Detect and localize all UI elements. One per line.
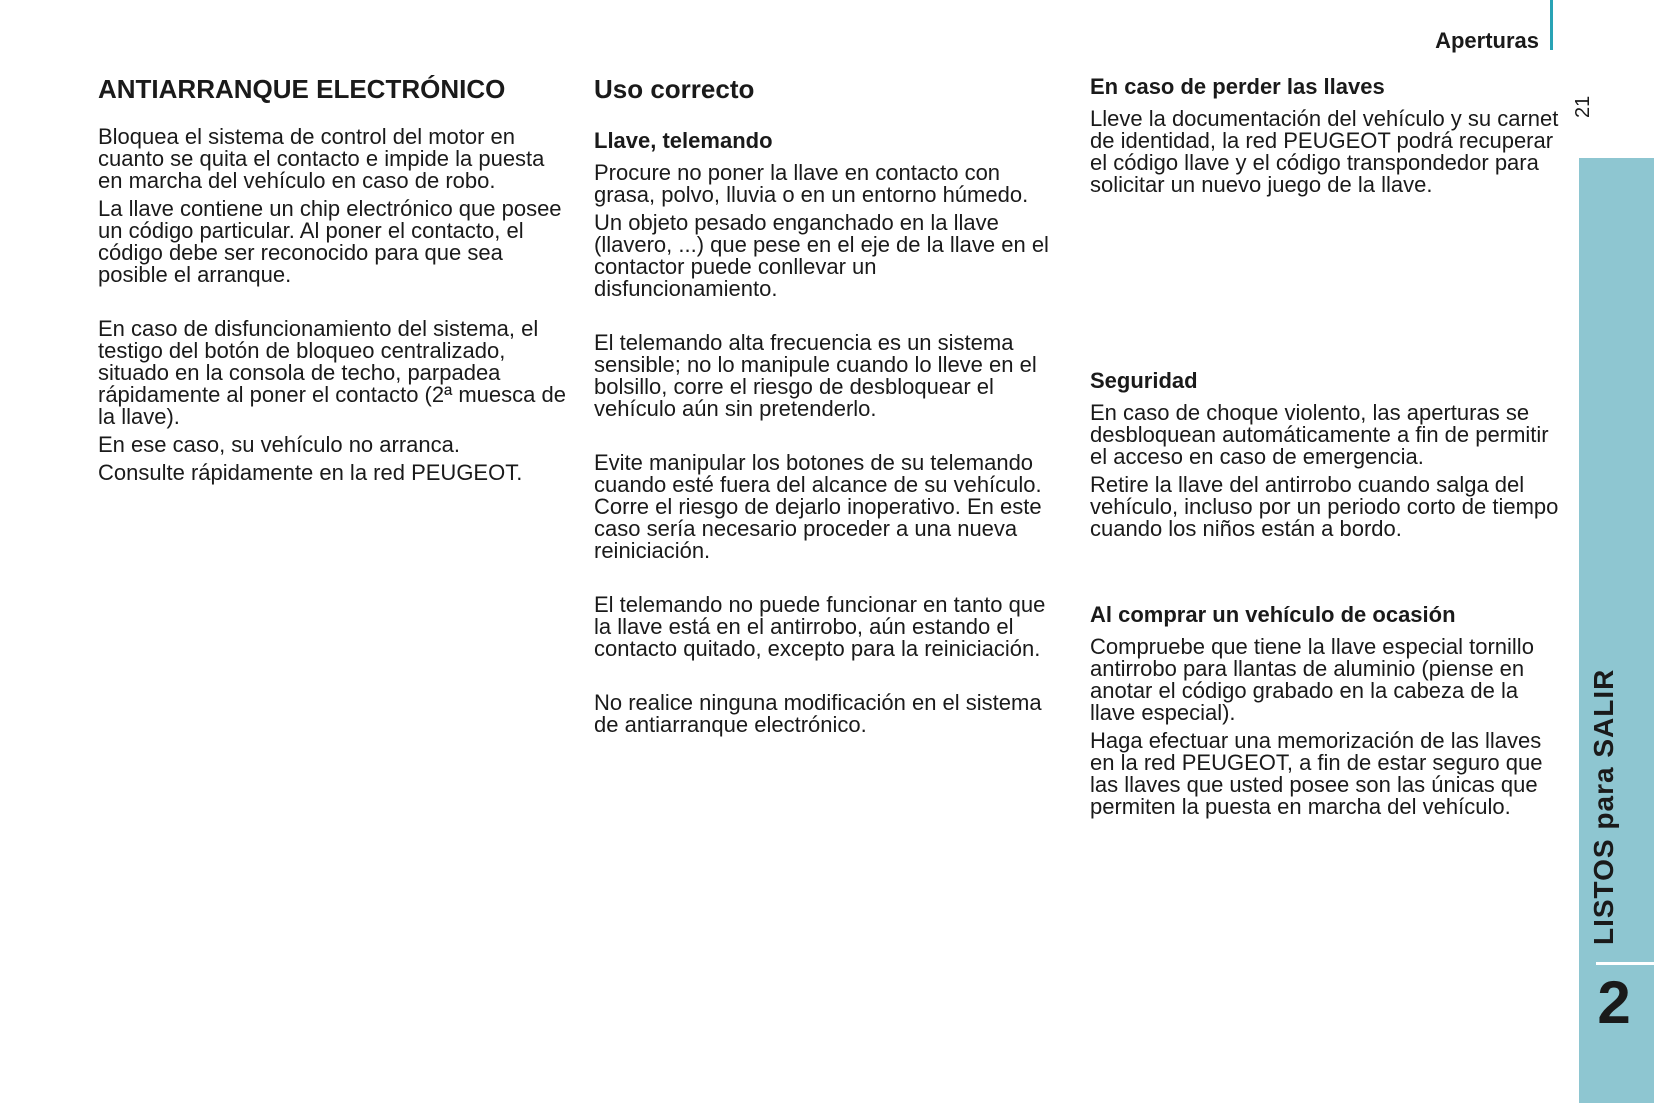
column-antiarranque xyxy=(98,72,568,490)
column-info xyxy=(1090,72,1560,824)
section-title-uso-correcto: Uso correcto xyxy=(594,74,755,104)
paragraph: Retire la llave del antirrobo cuando salga del vehículo, incluso por un periodo corto de tiempo cuando los niños están a bordo. xyxy=(1090,472,1559,541)
paragraph: El telemando alta frecuencia es un sistema sensible; no lo manipule cuando lo lleve en el bolsillo, corre el riesgo de desbloquear el vehículo aún sin pretenderlo. xyxy=(594,330,1037,421)
paragraph: Evite manipular los botones de su telemando cuando esté fuera del alcance de su vehículo. Corre el riesgo de dejarlo inoperativo. En este caso sería necesario proceder a una nueva reiniciación. xyxy=(594,450,1042,563)
paragraph: La llave contiene un chip electrónico que posee un código particular. Al poner el contacto, el código debe ser reconocido para que sea posible el arranque. xyxy=(98,196,562,287)
page-header-title: Aperturas xyxy=(1435,28,1539,53)
paragraph: Compruebe que tiene la llave especial tornillo antirrobo para llantas de aluminio (piense en anotar el código grabado en la cabeza de la llave especial). xyxy=(1090,634,1534,725)
paragraph: En caso de choque violento, las aperturas se desbloquean automáticamente a fin de permitir el acceso en caso de emergencia. xyxy=(1090,400,1549,469)
header-rule xyxy=(1550,0,1553,50)
paragraph: En caso de disfuncionamiento del sistema, el testigo del botón de bloqueo centralizado, situado en la consola de techo, parpadea rápidamente al poner el contacto (2ª muesca de la llave). xyxy=(98,316,566,429)
chapter-tab-label: LISTOS para SALIR xyxy=(1588,668,1619,945)
paragraph: Lleve la documentación del vehículo y su carnet de identidad, la red PEUGEOT podrá recuperar el código llave y el código transpondedor para solicitar un nuevo juego de la llave. xyxy=(1090,106,1559,197)
section-title-antiarranque: ANTIARRANQUE ELECTRÓNICO xyxy=(98,74,506,104)
paragraph: Haga efectuar una memorización de las llaves en la red PEUGEOT, a fin de estar seguro que las llaves que usted posee son las únicas que permiten la puesta en marcha del vehículo. xyxy=(1090,728,1543,819)
subsection-title-llave-telemando: Llave, telemando xyxy=(594,128,773,153)
paragraph: Un objeto pesado enganchado en la llave (llavero, ...) que pese en el eje de la llave en el contactor puede conllevar un disfuncionamiento. xyxy=(594,210,1049,301)
paragraph: Consulte rápidamente en la red PEUGEOT. xyxy=(98,460,523,485)
paragraph: El telemando no puede funcionar en tanto que la llave está en el antirrobo, aún estando el contacto quitado, excepto para la reiniciación. xyxy=(594,592,1046,661)
subsection-title-vehiculo-ocasion: Al comprar un vehículo de ocasión xyxy=(1090,602,1456,627)
chapter-number: 2 xyxy=(1597,969,1631,1036)
paragraph: Bloquea el sistema de control del motor en cuanto se quita el contacto e impide la puesta en marcha del vehículo en caso de robo. xyxy=(98,124,545,193)
column-uso-correcto xyxy=(594,72,1064,742)
page-number: 21 xyxy=(1572,95,1594,118)
paragraph: No realice ninguna modificación en el sistema de antiarranque electrónico. xyxy=(594,690,1042,737)
subsection-title-seguridad: Seguridad xyxy=(1090,368,1198,393)
paragraph: Procure no poner la llave en contacto con grasa, polvo, lluvia o en un entorno húmedo. xyxy=(594,160,1029,207)
chapter-tab-divider xyxy=(1596,962,1654,965)
paragraph: En ese caso, su vehículo no arranca. xyxy=(98,432,460,457)
subsection-title-perder-llaves: En caso de perder las llaves xyxy=(1090,74,1385,99)
